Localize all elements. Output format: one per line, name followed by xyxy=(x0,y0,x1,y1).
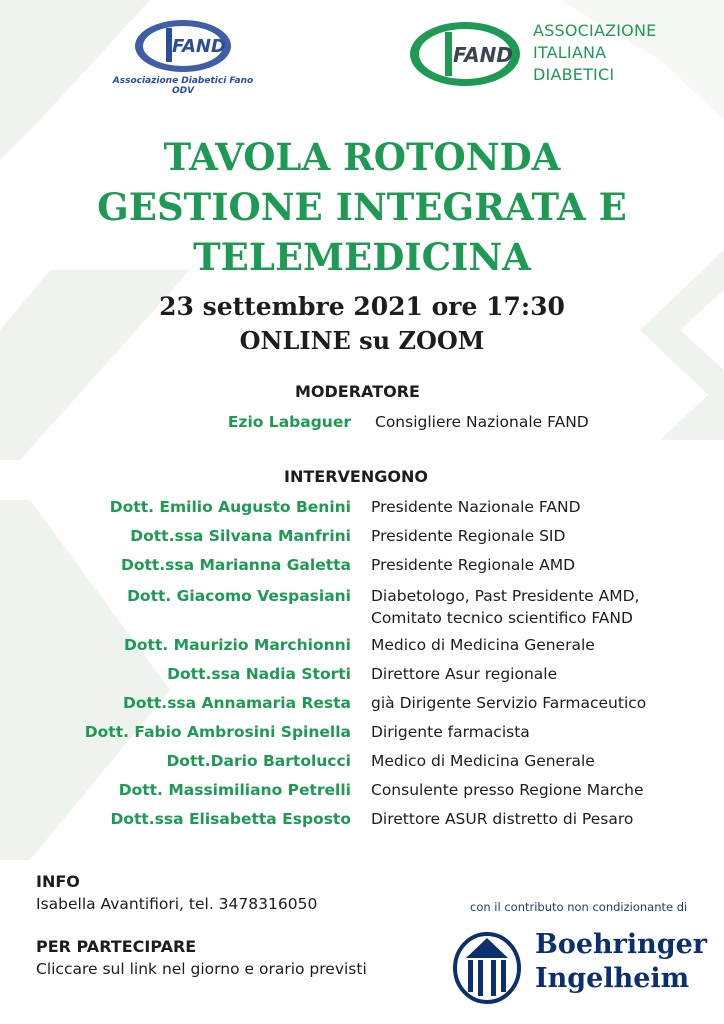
speaker-role-line: già Dirigente Servizio Farmaceutico xyxy=(371,694,647,712)
speaker-role-line: Medico di Medicina Generale xyxy=(371,636,595,654)
speaker-name: Dott. Maurizio Marchionni xyxy=(124,636,351,654)
speaker-role xyxy=(371,721,530,743)
intervengono-heading: INTERVENGONO xyxy=(284,467,428,486)
aid-name xyxy=(533,20,656,86)
partecipare-instructions: Cliccare sul link nel giorno e orario previsti xyxy=(36,960,367,978)
speaker-name: Dott. Giacomo Vespasiani xyxy=(127,587,351,605)
aid-line-2: ITALIANA xyxy=(533,43,607,62)
title-line-1: TAVOLA ROTONDA xyxy=(163,135,561,179)
boehringer-ingelheim-emblem-icon xyxy=(452,928,522,1004)
speaker-role-line: Presidente Regionale SID xyxy=(371,527,566,545)
moderatore-role: Consigliere Nazionale FAND xyxy=(375,413,589,431)
speaker-role xyxy=(371,525,565,547)
info-contact: Isabella Avantifiori, tel. 3478316050 xyxy=(36,895,318,913)
speaker-name: Dott.ssa Silvana Manfrini xyxy=(130,527,351,545)
speaker-name: Dott.ssa Nadia Storti xyxy=(167,665,351,683)
sponsor-caption: con il contributo non condizionante di xyxy=(470,900,688,914)
title-line-3: TELEMEDICINA xyxy=(193,235,531,279)
speaker-name: Dott. Fabio Ambrosini Spinella xyxy=(84,723,351,741)
event-venue: ONLINE su ZOOM xyxy=(239,326,485,355)
speaker-role xyxy=(371,750,595,772)
title-line-2: GESTIONE INTEGRATA E xyxy=(97,185,627,229)
moderatore-heading: MODERATORE xyxy=(295,382,420,401)
fand-green-emblem-icon xyxy=(405,12,525,102)
sponsor-name xyxy=(535,928,707,996)
fand-fano-emblem-icon xyxy=(108,16,258,78)
speaker-name: Dott.ssa Elisabetta Esposto xyxy=(110,810,351,828)
fano-logo xyxy=(108,16,258,96)
speaker-role xyxy=(371,554,575,576)
speaker-role-line: Dirigente farmacista xyxy=(371,723,530,741)
speaker-role-line: Direttore Asur regionale xyxy=(371,665,558,683)
speaker-role-line: Direttore ASUR distretto di Pesaro xyxy=(371,810,634,828)
speaker-role-line: Medico di Medicina Generale xyxy=(371,752,595,770)
speaker-role-line: Presidente Regionale AMD xyxy=(371,556,576,574)
info-heading: INFO xyxy=(36,872,80,891)
event-date: 23 settembre 2021 ore 17:30 xyxy=(159,292,565,321)
speaker-role xyxy=(371,779,644,801)
speaker-role xyxy=(371,634,595,656)
speaker-name: Dott.Dario Bartolucci xyxy=(166,752,351,770)
speaker-role-line: Diabetologo, Past Presidente AMD, xyxy=(371,587,640,605)
moderatore-name: Ezio Labaguer xyxy=(227,413,351,431)
speaker-role xyxy=(371,585,639,629)
fano-logo-caption: Associazione Diabetici Fano ODV xyxy=(112,76,254,96)
speaker-role-line: Presidente Nazionale FAND xyxy=(371,498,581,516)
partecipare-heading: PER PARTECIPARE xyxy=(36,937,197,956)
speaker-role xyxy=(371,496,581,518)
speaker-name: Dott.ssa Marianna Galetta xyxy=(120,556,351,574)
event-title xyxy=(0,132,724,282)
speaker-name: Dott. Massimiliano Petrelli xyxy=(118,781,351,799)
speaker-name: Dott. Emilio Augusto Benini xyxy=(109,498,351,516)
speaker-role xyxy=(371,808,633,830)
speaker-role xyxy=(371,692,646,714)
speaker-name: Dott.ssa Annamaria Resta xyxy=(122,694,351,712)
fand-letters: FAND xyxy=(172,36,226,57)
speaker-role-line: Comitato tecnico scientifico FAND xyxy=(371,609,633,627)
aid-line-1: ASSOCIAZIONE xyxy=(533,21,657,40)
sponsor-name-line-2: Ingelheim xyxy=(535,963,690,994)
speaker-role xyxy=(371,663,557,685)
aid-logo xyxy=(405,12,705,102)
aid-line-3: DIABETICI xyxy=(533,65,615,84)
speaker-role-line: Consulente presso Regione Marche xyxy=(371,781,644,799)
fand-letters-green: FAND xyxy=(453,43,513,67)
sponsor-name-line-1: Boehringer xyxy=(535,929,708,960)
